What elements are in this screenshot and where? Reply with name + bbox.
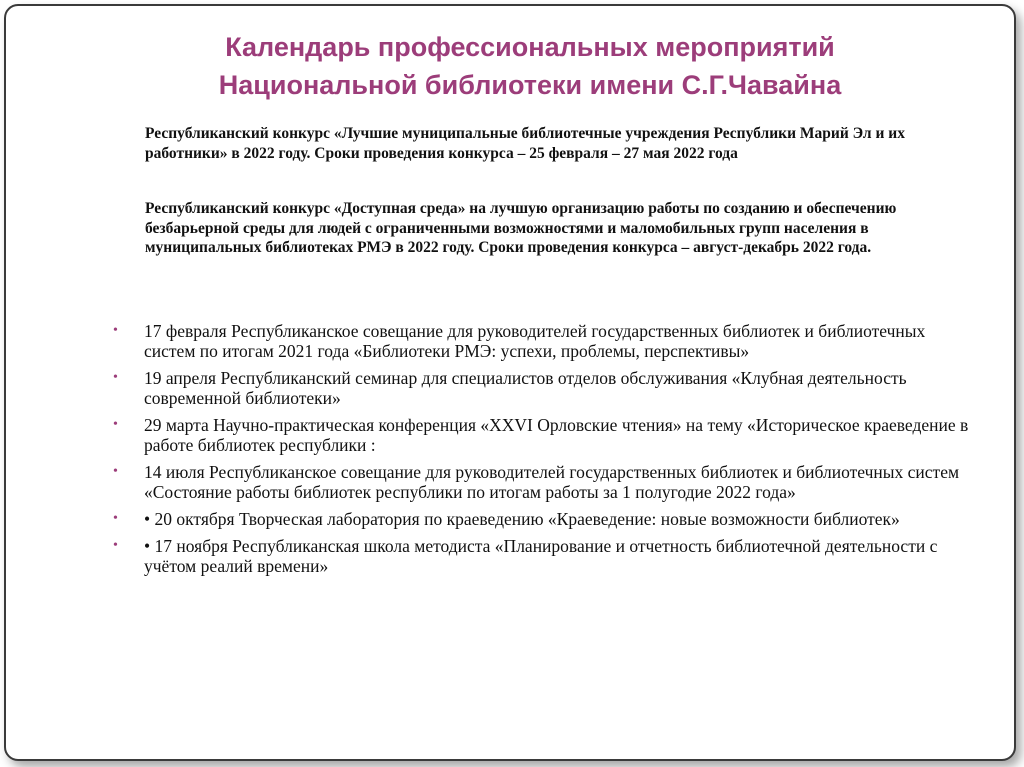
event-list-item [110, 536, 970, 576]
event-list-item [110, 509, 970, 529]
event-text: 14 июля Республиканское совещание для руководителей государственных библиотек и библиотечных систем «Состояние работы библиотек республики по итогам работы за 1 полугодие 2022 года» [144, 462, 960, 502]
event-text: • 17 ноября Республиканская школа методиста «Планирование и отчетность библиотечной деятельности с учётом реалий времени» [144, 536, 938, 576]
events-list [110, 321, 970, 583]
bullet-icon: • [113, 511, 118, 526]
event-text: • 20 октября Творческая лаборатория по краеведению «Краеведение: новые возможности библиотек» [144, 509, 900, 529]
event-text: 19 апреля Республиканский семинар для специалистов отделов обслуживания «Клубная деятельность современной библиотеки» [144, 368, 907, 408]
event-text: 17 февраля Республиканское совещание для руководителей государственных библиотек и библиотечных систем по итогам 2021 года «Библиотеки РМЭ: успехи, проблемы, перспективы» [144, 321, 926, 361]
event-list-item [110, 321, 970, 361]
contest-paragraph: Республиканский конкурс «Доступная среда» на лучшую организацию работы по созданию и обеспечению безбарьерной среды для людей с ограниченными возможностями и маломобильных групп населения в муниципальных библиотеках РМЭ в 2022 году. Сроки проведения конкурса – август-декабрь 2022 года. [145, 200, 897, 256]
event-list-item [110, 368, 970, 408]
bullet-icon: • [113, 417, 118, 432]
bullet-icon: • [113, 464, 118, 479]
slide-title-line-2: Национальной библиотеки имени С.Г.Чавайна [218, 70, 842, 100]
slide-title-line-1: Календарь профессиональных мероприятий [225, 32, 835, 62]
contests-section [145, 124, 945, 294]
contest-paragraph: Республиканский конкурс «Лучшие муниципальные библиотечные учреждения Республики Марий Эл и их работники» в 2022 году. Сроки проведения конкурса – 25 февраля – 27 мая 2022 года [145, 125, 905, 162]
bullet-icon: • [113, 370, 118, 385]
bullet-icon: • [113, 538, 118, 553]
event-list-item [110, 415, 970, 455]
event-list-item [110, 462, 970, 502]
event-text: 29 марта Научно-практическая конференция «XXVI Орловские чтения» на тему «Историческое краеведение в работе библиотек республики : [144, 415, 969, 455]
bullet-icon: • [113, 323, 118, 338]
slide-title [130, 28, 930, 104]
